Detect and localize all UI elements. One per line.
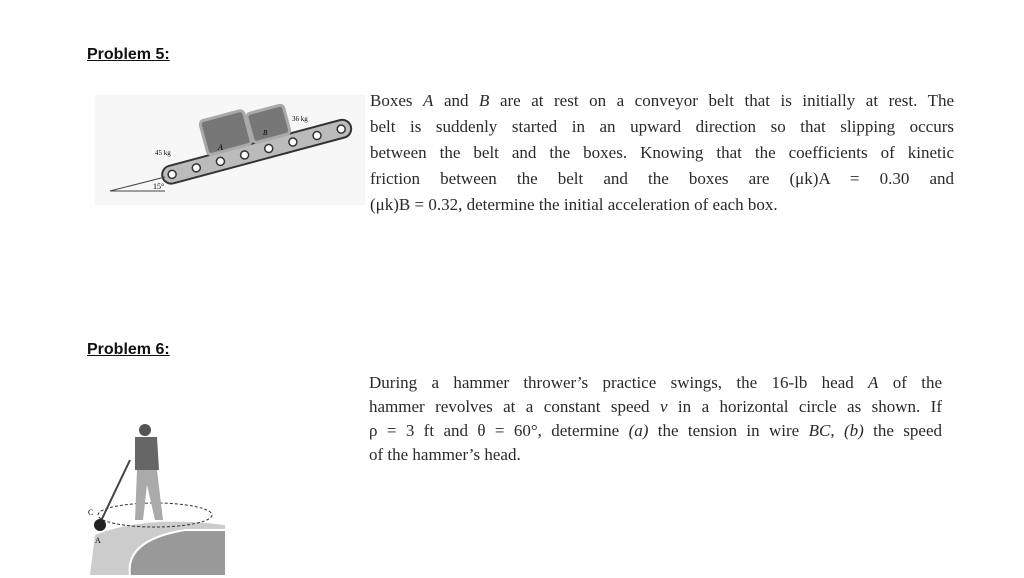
text-segment: Boxes (370, 91, 424, 110)
text-segment: ρ = 3 ft and θ = 60°, determine (369, 421, 629, 440)
text-segment: belt is suddenly started in an upward direction so that slipping occurs (370, 117, 954, 136)
mass-b-label: 36 kg (292, 115, 308, 123)
text-segment: (b) (843, 421, 864, 440)
text-segment: are at rest on a conveyor belt that is initially at rest. The (489, 91, 955, 110)
mu-a: (μk)A (789, 169, 830, 188)
hammer-thrower-figure (85, 415, 235, 575)
box-b-label: B (263, 129, 268, 137)
text-segment: the tension in wire (648, 421, 809, 440)
text-segment: between the belt and the boxes. Knowing that the coefficients of kinetic (370, 143, 954, 162)
text-segment: and (909, 169, 955, 188)
text-segment: BC (808, 421, 831, 440)
text-segment: = 0.30 (849, 169, 910, 188)
mass-a-label: 45 kg (155, 149, 171, 157)
problem-5-text (370, 91, 954, 221)
text-segment: = 0.32, determine the initial acceleration of each box. (414, 195, 778, 214)
text-segment: hammer revolves at a constant speed (369, 397, 660, 416)
text-segment: of the hammer’s head. (369, 445, 521, 464)
text-segment: v (659, 397, 668, 416)
text-segment: During a hammer thrower’s practice swings, the 16-lb head (369, 373, 869, 392)
text-segment: friction between the belt and the boxes are (370, 169, 790, 188)
conveyor-belt-figure (95, 95, 365, 205)
problem-6-heading: Problem 6: (87, 341, 170, 358)
problem-6-text (369, 373, 942, 469)
text-segment: A (423, 91, 434, 110)
mu-b: (μk)B (370, 195, 411, 214)
problem-5-heading: Problem 5: (87, 46, 170, 63)
text-segment: B (479, 91, 490, 110)
text-segment: in a horizontal circle as shown. If (667, 397, 942, 416)
text-segment: (a) (628, 421, 649, 440)
point-c-label: C (88, 508, 94, 517)
text-segment: the speed (863, 421, 942, 440)
text-segment: of the (878, 373, 942, 392)
point-a-label: A (95, 536, 101, 545)
text-segment: and (433, 91, 480, 110)
text-segment: A (868, 373, 879, 392)
text-segment: , (830, 421, 844, 440)
box-a-label: A (218, 143, 223, 152)
angle-label: 15° (153, 182, 165, 191)
